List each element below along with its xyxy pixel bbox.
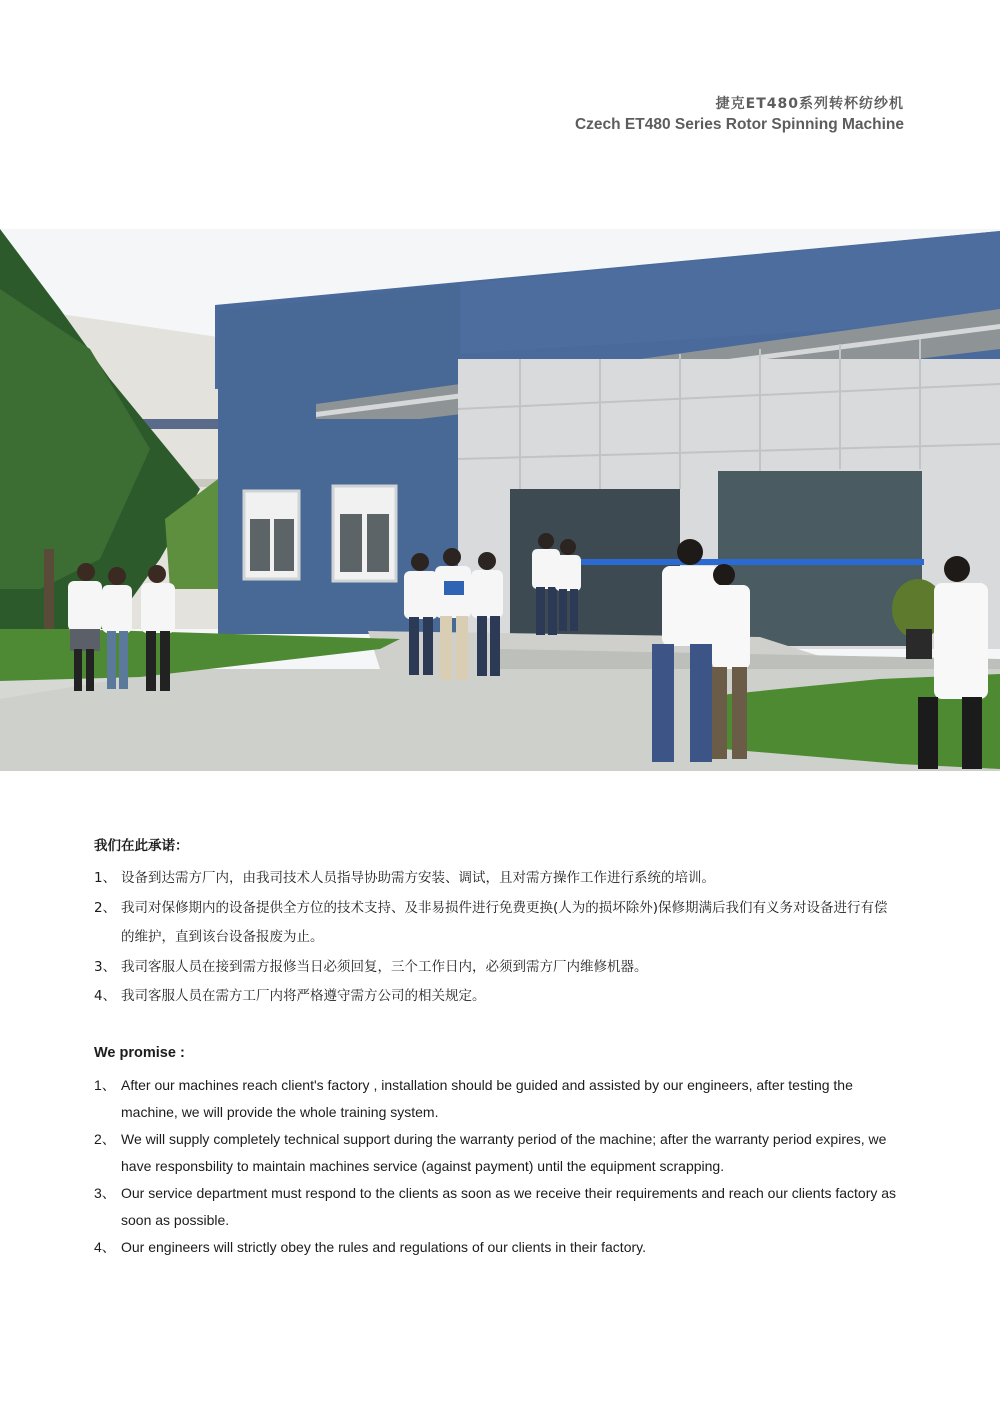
item-text: 设备到达需方厂内，由我司技术人员指导协助需方安装、调试，且对需方操作工作进行系统的培训。 — [121, 870, 715, 886]
list-item — [94, 1072, 900, 1126]
item-text: After our machines reach client's factory , installation should be guided and assisted by our engineers, after testing the machine, we will provide the whole training system. — [121, 1077, 853, 1120]
list-item — [94, 864, 900, 894]
item-number: 3、 — [94, 958, 117, 975]
list-item — [94, 1180, 900, 1234]
page-header — [575, 94, 904, 136]
factory-photo — [0, 229, 1000, 771]
list-item — [94, 1126, 900, 1180]
chinese-promise-section — [94, 836, 900, 1012]
list-item — [94, 953, 900, 983]
item-text: 我司对保修期内的设备提供全方位的技术支持、及非易损件进行免费更换(人为的损坏除外)保修期满后我们有义务对设备进行有偿的维护，直到该台设备报废为止。 — [121, 899, 888, 945]
chinese-promise-title: 我们在此承诺： — [94, 838, 189, 854]
item-text: 我司客服人员在接到需方报修当日必须回复，三个工作日内，必须到需方厂内维修机器。 — [121, 958, 648, 975]
title-chinese: 捷克ET480系列转杯纺纱机 — [715, 96, 904, 112]
item-number: 1、 — [94, 1077, 116, 1093]
title-english: Czech ET480 Series Rotor Spinning Machine — [574, 116, 904, 133]
item-text: We will supply completely technical support during the warranty period of the machine; after the warranty period expires, we have responsbility to maintain machines service (against payment) until the equipment scrapping. — [121, 1131, 887, 1174]
item-number: 2、 — [94, 1131, 116, 1147]
list-item — [94, 982, 900, 1012]
item-number: 4、 — [94, 1239, 116, 1255]
item-text: Our service department must respond to the clients as soon as we receive their requirements and reach our clients factory as soon as possible. — [121, 1185, 897, 1228]
item-number: 2、 — [94, 899, 117, 916]
item-number: 3、 — [94, 1185, 116, 1201]
item-number: 1、 — [94, 870, 117, 886]
english-promise-section — [94, 1043, 900, 1261]
english-promise-title: We promise : — [94, 1045, 185, 1061]
list-item — [94, 894, 900, 953]
list-item — [94, 1234, 900, 1261]
item-number: 4、 — [94, 988, 117, 1004]
item-text: 我司客服人员在需方工厂内将严格遵守需方公司的相关规定。 — [121, 988, 486, 1004]
item-text: Our engineers will strictly obey the rules and regulations of our clients in their factory. — [121, 1239, 646, 1255]
